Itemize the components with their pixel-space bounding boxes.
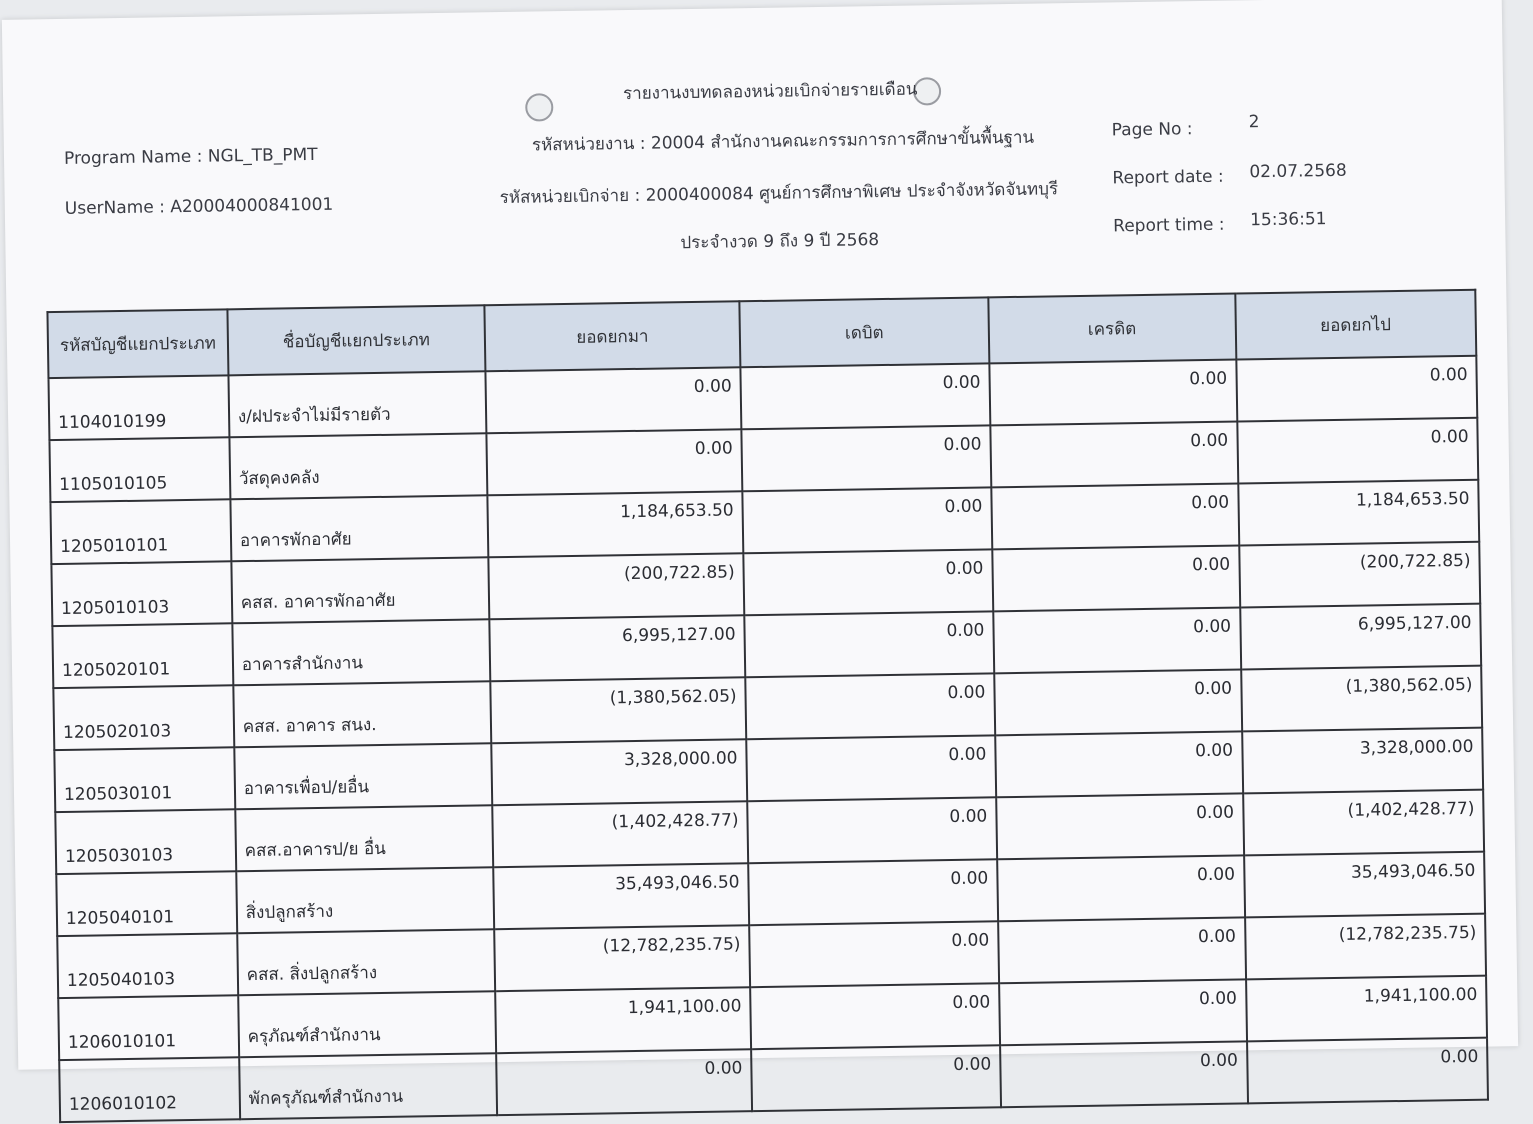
credit-amount: 0.00 (991, 483, 1239, 549)
period-line: ประจำงวด 9 ถึง 9 ปี 2568 (680, 230, 880, 254)
brought-forward-amount: 3,328,000.00 (491, 739, 747, 805)
debit-amount: 0.00 (741, 425, 991, 491)
header-brought-forward: ยอดยกมา (484, 301, 740, 371)
carried-forward-amount: 35,493,046.50 (1244, 852, 1485, 918)
account-name: สิ่งปลูกสร้าง (236, 867, 494, 933)
account-name: อาคารพักอาศัย (230, 495, 488, 561)
report-time-value: 15:36:51 (1249, 209, 1327, 231)
account-code: 1205020101 (52, 623, 233, 688)
account-code: 1205040103 (57, 933, 238, 998)
header-account-name: ชื่อบัญชีแยกประเภท (227, 305, 485, 375)
brought-forward-amount: 0.00 (486, 429, 742, 495)
brought-forward-amount: 1,184,653.50 (487, 491, 743, 557)
trial-balance-table (46, 289, 1489, 1123)
account-name: คสส. สิ่งปลูกสร้าง (237, 929, 495, 995)
brought-forward-amount: (200,722.85) (488, 553, 744, 619)
account-name: วัสดุคงคลัง (229, 433, 487, 499)
account-name: คสส. อาคารพักอาศัย (231, 557, 489, 623)
report-time-label: Report time : (1113, 214, 1225, 237)
debit-amount: 0.00 (750, 983, 1000, 1049)
carried-forward-amount: 1,941,100.00 (1246, 976, 1487, 1042)
debit-amount: 0.00 (751, 1045, 1001, 1111)
carried-forward-amount: (1,402,428.77) (1243, 790, 1484, 856)
account-code: 1205020103 (53, 685, 234, 750)
username: UserName : A20004000841001 (64, 194, 334, 219)
credit-amount: 0.00 (993, 607, 1241, 673)
disbursing-unit-line: รหัสหน่วยเบิกจ่าย : 2000400084 ศูนย์การศึกษาพิเศษ ประจำจังหวัดจันทบุรี (499, 179, 1059, 209)
account-name: อาคารสำนักงาน (232, 619, 490, 685)
credit-amount: 0.00 (989, 360, 1237, 426)
page-value: 2 (1248, 112, 1260, 133)
account-code: 1205010103 (51, 561, 232, 626)
brought-forward-amount: 35,493,046.50 (493, 863, 749, 929)
debit-amount: 0.00 (742, 487, 992, 553)
report-date-label: Report date : (1112, 166, 1224, 189)
debit-amount: 0.00 (748, 859, 998, 925)
brought-forward-amount: 0.00 (496, 1049, 752, 1115)
credit-amount: 0.00 (997, 855, 1245, 921)
account-name: พักครุภัณฑ์สำนักงาน (239, 1053, 497, 1119)
debit-amount: 0.00 (745, 673, 995, 739)
punch-hole (525, 93, 553, 121)
credit-amount: 0.00 (999, 979, 1247, 1045)
credit-amount: 0.00 (992, 545, 1240, 611)
brought-forward-amount: 0.00 (485, 367, 741, 433)
account-name: ครุภัณฑ์สำนักงาน (238, 991, 496, 1057)
brought-forward-amount: 6,995,127.00 (489, 615, 745, 681)
carried-forward-amount: 3,328,000.00 (1242, 728, 1483, 794)
report-date-value: 02.07.2568 (1249, 160, 1347, 183)
carried-forward-amount: (200,722.85) (1239, 542, 1480, 608)
credit-amount: 0.00 (996, 793, 1244, 859)
account-code: 1206010101 (58, 995, 239, 1060)
account-name: อาคารเพื่อป/ยอื่น (234, 743, 492, 809)
account-code: 1205030101 (54, 747, 235, 812)
account-code: 1205030103 (55, 809, 236, 874)
program-name: Program Name : NGL_TB_PMT (63, 144, 318, 169)
carried-forward-amount: 1,184,653.50 (1238, 480, 1479, 546)
debit-amount: 0.00 (747, 797, 997, 863)
carried-forward-amount: 0.00 (1247, 1038, 1488, 1104)
brought-forward-amount: (1,402,428.77) (492, 801, 748, 867)
account-code: 1205010101 (50, 499, 231, 564)
account-name: ง/ฝประจำไม่มีรายตัว (228, 371, 486, 437)
account-code: 1206010102 (59, 1057, 240, 1122)
account-name: คสส.อาคารป/ย อื่น (235, 805, 493, 871)
credit-amount: 0.00 (998, 917, 1246, 983)
carried-forward-amount: 0.00 (1236, 356, 1477, 422)
account-code: 1105010105 (49, 437, 230, 502)
account-code: 1205040101 (56, 871, 237, 936)
header-account-code: รหัสบัญชีแยกประเภท (47, 309, 228, 378)
carried-forward-amount: 6,995,127.00 (1240, 604, 1481, 670)
account-name: คสส. อาคาร สนง. (233, 681, 491, 747)
page-label: Page No : (1111, 119, 1193, 141)
header-debit: เดบิต (739, 297, 989, 367)
credit-amount: 0.00 (990, 421, 1238, 487)
agency-line: รหัสหน่วยงาน : 20004 สำนักงานคณะกรรมการการศึกษาขั้นพื้นฐาน (531, 127, 1035, 156)
debit-amount: 0.00 (740, 363, 990, 429)
debit-amount: 0.00 (743, 549, 993, 615)
debit-amount: 0.00 (744, 611, 994, 677)
debit-amount: 0.00 (749, 921, 999, 987)
account-code: 1104010199 (48, 375, 229, 440)
credit-amount: 0.00 (995, 731, 1243, 797)
carried-forward-amount: 0.00 (1237, 418, 1478, 484)
carried-forward-amount: (1,380,562.05) (1241, 666, 1482, 732)
debit-amount: 0.00 (746, 735, 996, 801)
report-title: รายงานงบทดลองหน่วยเบิกจ่ายรายเดือน (622, 79, 918, 105)
report-paper (2, 0, 1518, 1115)
carried-forward-amount: (12,782,235.75) (1245, 914, 1486, 980)
brought-forward-amount: (1,380,562.05) (490, 677, 746, 743)
brought-forward-amount: (12,782,235.75) (494, 925, 750, 991)
header-carried-forward: ยอดยกไป (1235, 290, 1476, 360)
credit-amount: 0.00 (1000, 1041, 1248, 1107)
credit-amount: 0.00 (994, 669, 1242, 735)
brought-forward-amount: 1,941,100.00 (495, 987, 751, 1053)
header-credit: เครดิต (988, 294, 1236, 364)
